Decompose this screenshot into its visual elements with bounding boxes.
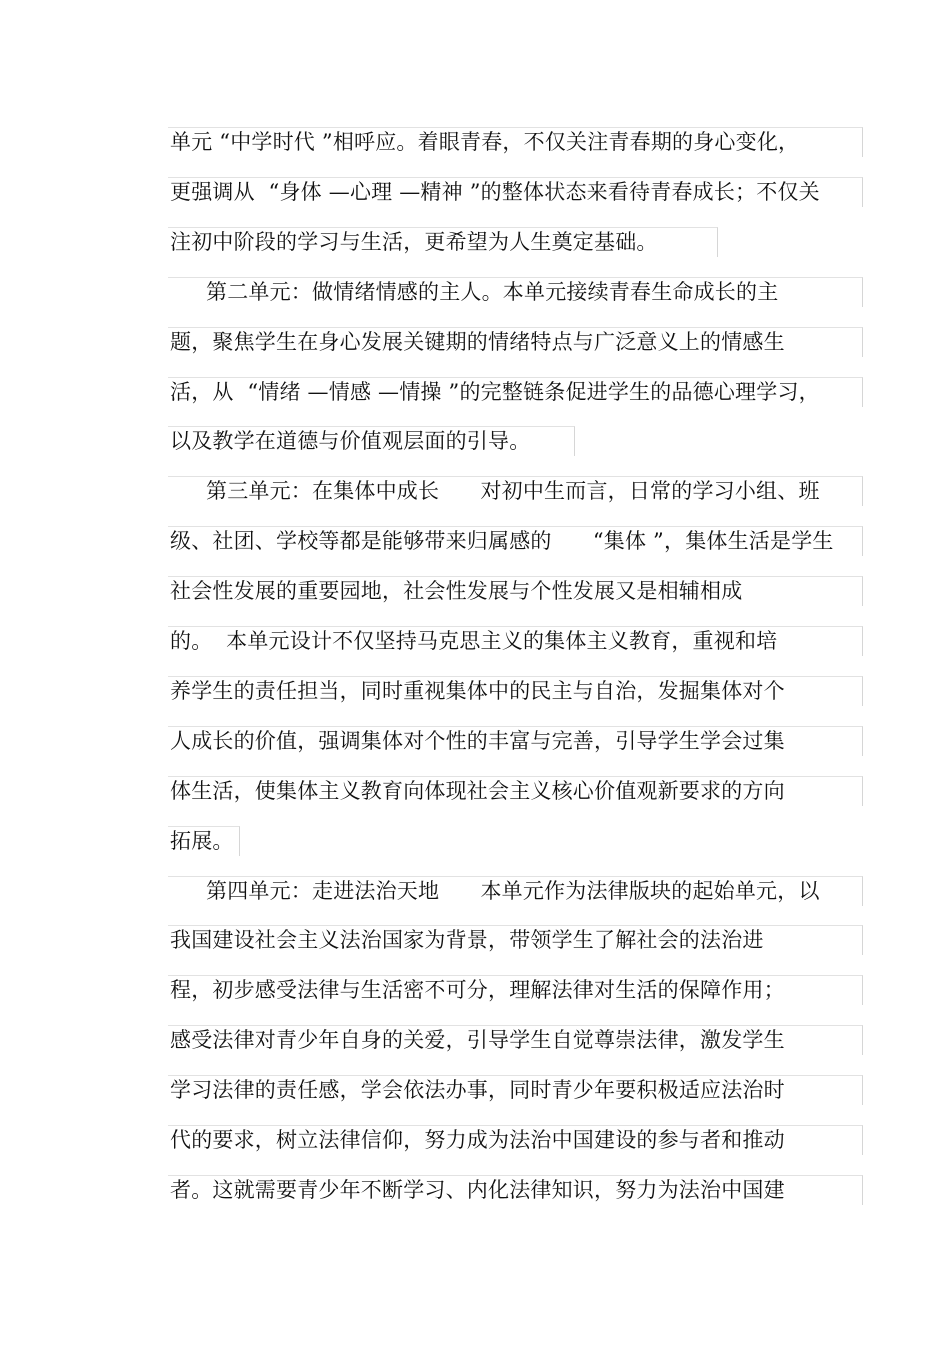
text-line bbox=[168, 1125, 863, 1155]
text-line-content: 者。这就需要青少年不断学习、内化法律知识，努力为法治中国建 bbox=[170, 1177, 785, 1202]
text-line-content: 拓展。 bbox=[170, 828, 234, 853]
text-line bbox=[168, 1075, 863, 1105]
text-line bbox=[168, 975, 863, 1005]
text-line bbox=[168, 925, 863, 955]
text-line bbox=[168, 426, 575, 456]
text-line-content: 第二单元：做情绪情感的主人。本单元接续青春生命成长的主 bbox=[206, 279, 779, 304]
text-line-content: 的。 本单元设计不仅坚持马克思主义的集体主义教育，重视和培 bbox=[170, 629, 778, 653]
text-line bbox=[168, 876, 863, 906]
text-line bbox=[168, 776, 863, 806]
text-line-content: 人成长的价值，强调集体对个性的丰富与完善，引导学生学会过集 bbox=[170, 728, 785, 753]
text-line bbox=[168, 227, 718, 257]
text-line-content: 代的要求，树立法律信仰，努力成为法治中国建设的参与者和推动 bbox=[170, 1128, 785, 1152]
text-line bbox=[168, 277, 863, 307]
text-line bbox=[168, 1025, 863, 1055]
text-line-content: 级、社团、学校等都是能够带来归属感的 “集体 ”，集体生活是学生 bbox=[170, 529, 834, 554]
text-line-content: 注初中阶段的学习与生活，更希望为人生奠定基础。 bbox=[170, 229, 658, 254]
text-line bbox=[168, 377, 863, 407]
text-line bbox=[168, 1175, 863, 1205]
text-line bbox=[168, 576, 863, 606]
text-line bbox=[168, 726, 863, 756]
text-line bbox=[168, 327, 863, 357]
text-line bbox=[168, 127, 863, 157]
text-line-content: 感受法律对青少年自身的关爱，引导学生自觉尊崇法律，激发学生 bbox=[170, 1028, 785, 1053]
text-line-content: 题，聚焦学生在身心发展关键期的情绪特点与广泛意义上的情感生 bbox=[170, 329, 785, 354]
text-line-content: 养学生的责任担当，同时重视集体中的民主与自治，发掘集体对个 bbox=[170, 678, 785, 703]
text-line bbox=[168, 526, 863, 556]
text-line bbox=[168, 476, 863, 506]
text-line-content: 活，从 “情绪 —情感 —情操 ”的完整链条促进学生的品德心理学习， bbox=[170, 379, 820, 404]
text-line-content: 以及教学在道德与价值观层面的引导。 bbox=[170, 429, 531, 454]
text-line-content: 社会性发展的重要园地，社会性发展与个性发展又是相辅相成 bbox=[170, 579, 743, 604]
text-line-content: 单元 “中学时代 ”相呼应。着眼青春，不仅关注青春期的身心变化， bbox=[170, 130, 800, 154]
text-line-content: 第三单元：在集体中成长 对初中生而言，日常的学习小组、班 bbox=[206, 479, 820, 504]
text-line-content: 我国建设社会主义法治国家为背景，带领学生了解社会的法治进 bbox=[170, 928, 764, 953]
text-line-content: 第四单元：走进法治天地 本单元作为法律版块的起始单元，以 bbox=[206, 878, 820, 903]
text-line bbox=[168, 177, 863, 207]
text-line-content: 体生活，使集体主义教育向体现社会主义核心价值观新要求的方向 bbox=[170, 778, 785, 803]
text-line bbox=[168, 826, 240, 856]
text-line-content: 更强调从 “身体 —心理 —精神 ”的整体状态来看待青春成长；不仅关 bbox=[170, 179, 820, 204]
text-line bbox=[168, 626, 863, 656]
text-line bbox=[168, 676, 863, 706]
text-line-content: 程，初步感受法律与生活密不可分，理解法律对生活的保障作用； bbox=[170, 978, 785, 1003]
text-line-content: 学习法律的责任感，学会依法办事，同时青少年要积极适应法治时 bbox=[170, 1078, 785, 1103]
